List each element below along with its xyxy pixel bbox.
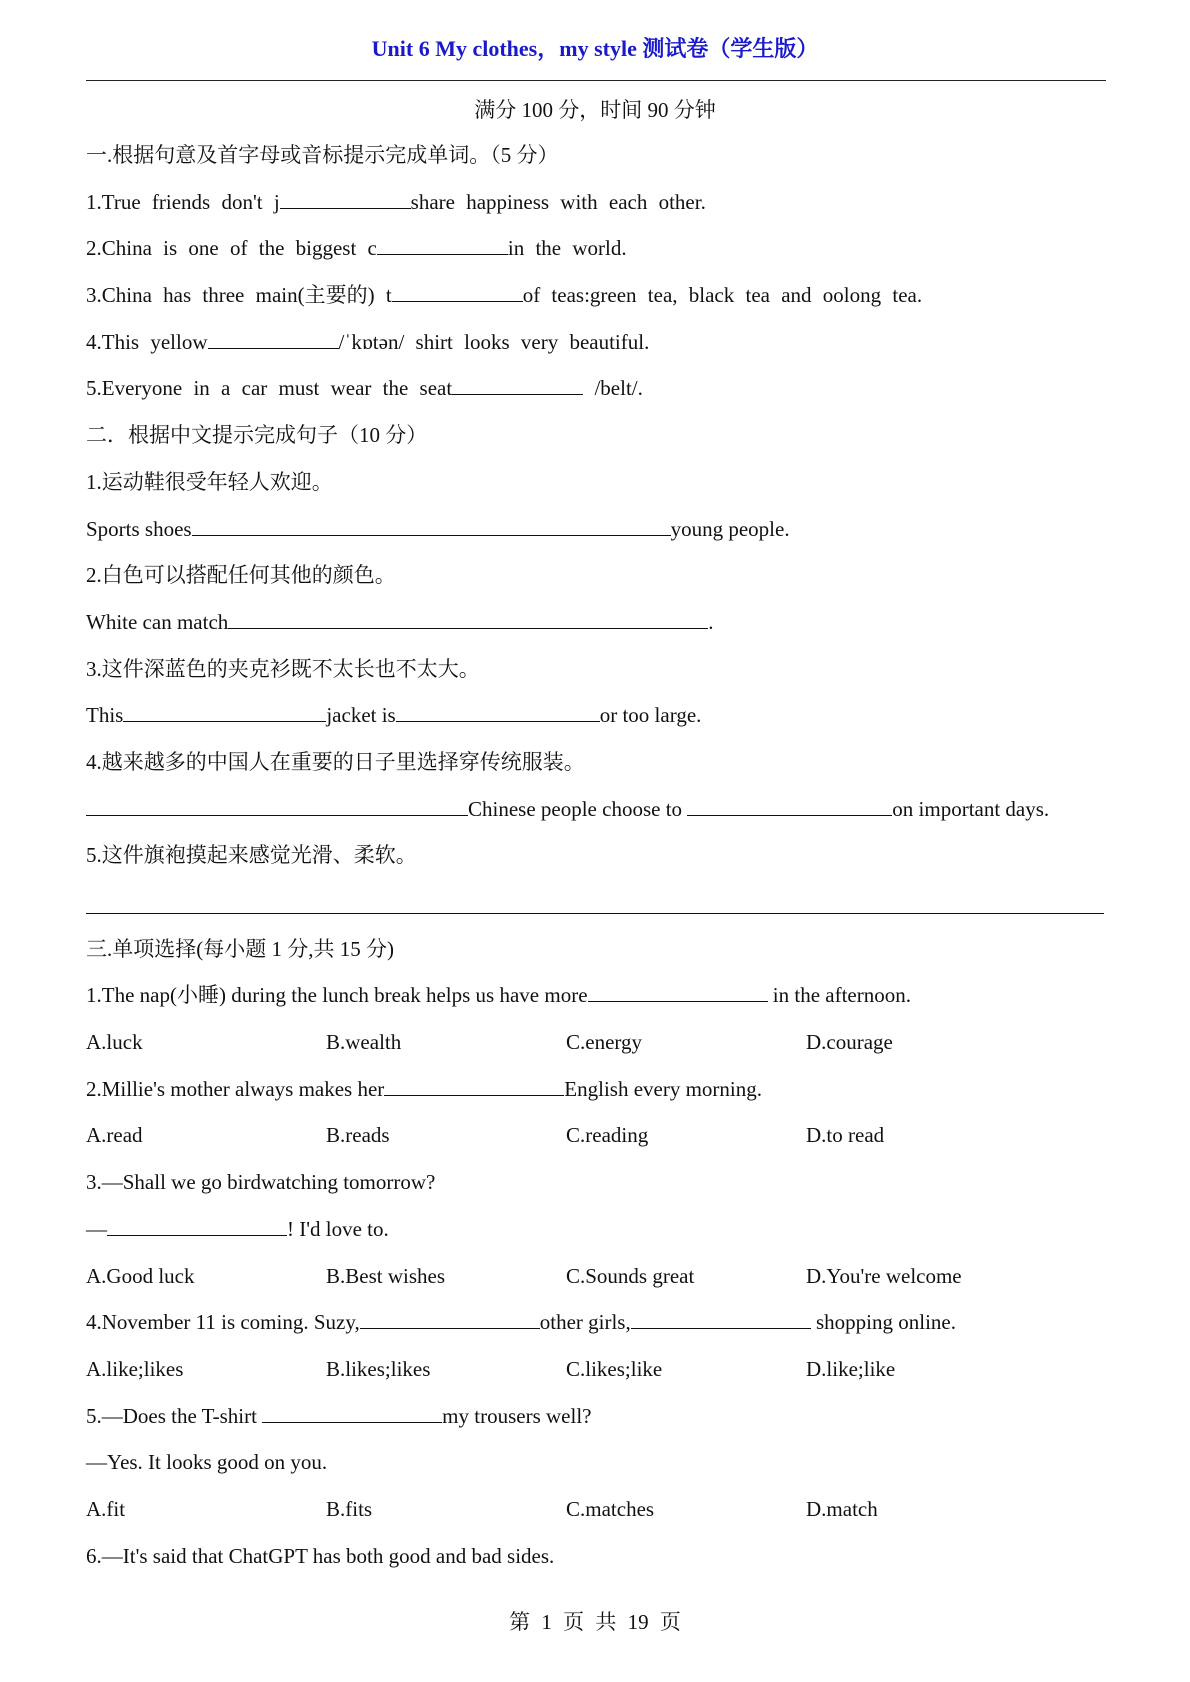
page-number: 第 1 页 共 19 页	[509, 1610, 681, 1634]
option-b[interactable]: B.wealth	[326, 1030, 402, 1055]
option-a[interactable]: A.read	[86, 1123, 143, 1148]
s2-question-3-chinese: 3.这件深蓝色的夹克衫既不太长也不太大。	[86, 656, 480, 681]
option-d[interactable]: D.You're welcome	[806, 1263, 962, 1288]
answer-blank[interactable]	[631, 1308, 811, 1329]
option-b[interactable]: B.likes;likes	[326, 1356, 431, 1381]
s3-question-1-options	[86, 1019, 1106, 1066]
option-c[interactable]: C.reading	[566, 1123, 649, 1148]
answer-blank[interactable]	[392, 281, 523, 302]
option-b[interactable]: B.fits	[326, 1496, 373, 1521]
answer-blank[interactable]	[86, 795, 468, 816]
document-title: Unit 6 My clothes，my style 测试卷（学生版）	[371, 36, 819, 61]
s1-question-5: 5.Everyone in a car must wear the seat /belt/.	[86, 376, 643, 401]
document-body	[86, 132, 1106, 1579]
option-c[interactable]: C.likes;like	[566, 1356, 663, 1381]
s1-question-4: 4.This yellow /ˈkɒtən/ shirt looks very beautiful.	[86, 329, 650, 354]
option-a[interactable]: A.like;likes	[86, 1356, 184, 1381]
s3-question-2-options	[86, 1112, 1106, 1159]
s2-question-1: Sports shoes young people.	[86, 516, 790, 541]
answer-blank[interactable]	[228, 608, 708, 629]
answer-blank[interactable]	[377, 234, 508, 255]
s3-question-5: 5.—Does the T-shirt my trousers well?	[86, 1403, 592, 1428]
answer-blank[interactable]	[123, 701, 326, 722]
option-a[interactable]: A.Good luck	[86, 1263, 195, 1288]
option-d[interactable]: D.to read	[806, 1123, 885, 1148]
answer-blank[interactable]	[452, 374, 583, 395]
s2-question-2: White can match .	[86, 609, 714, 634]
answer-blank[interactable]	[384, 1075, 564, 1096]
s3-question-5-options	[86, 1486, 1106, 1533]
s1-question-1: 1.True friends don't j share happiness with each other.	[86, 189, 706, 214]
s3-question-2: 2.Millie's mother always makes her English every morning.	[86, 1076, 763, 1101]
answer-blank[interactable]	[192, 515, 671, 536]
answer-blank[interactable]	[107, 1215, 287, 1236]
s2-question-4-chinese: 4.越来越多的中国人在重要的日子里选择穿传统服装。	[86, 749, 585, 774]
s3-question-4: 4.November 11 is coming. Suzy, other girls, shopping online.	[86, 1310, 956, 1335]
score-time-info: 满分 100 分，时间 90 分钟	[474, 98, 716, 122]
section-2-heading: 二．根据中文提示完成句子（10 分）	[86, 423, 428, 448]
s2-question-3: This jacket is or too large.	[86, 703, 702, 728]
s3-question-1: 1.The nap(小睡) during the lunch break helps us have more in the afternoon.	[86, 983, 911, 1008]
answer-blank[interactable]	[208, 328, 339, 349]
option-b[interactable]: B.reads	[326, 1123, 390, 1148]
s3-question-6: 6.—It's said that ChatGPT has both good and bad sides.	[86, 1543, 555, 1568]
s1-question-3: 3.China has three main(主要的) t of teas:green tea, black tea and oolong tea.	[86, 283, 923, 308]
s2-question-2-chinese: 2.白色可以搭配任何其他的颜色。	[86, 563, 396, 588]
answer-blank[interactable]	[280, 188, 411, 209]
option-b[interactable]: B.Best wishes	[326, 1263, 446, 1288]
option-c[interactable]: C.energy	[566, 1030, 643, 1055]
s3-question-5-reply: —Yes. It looks good on you.	[86, 1450, 328, 1475]
answer-blank[interactable]	[262, 1402, 442, 1423]
s2-question-4: Chinese people choose to on important days.	[86, 786, 1106, 833]
option-d[interactable]: D.match	[806, 1496, 878, 1521]
answer-blank[interactable]	[588, 981, 768, 1002]
option-c[interactable]: C.Sounds great	[566, 1263, 695, 1288]
answer-blank[interactable]	[396, 701, 600, 722]
option-a[interactable]: A.fit	[86, 1496, 126, 1521]
option-d[interactable]: D.courage	[806, 1030, 893, 1055]
s3-question-3-reply: — ! I'd love to.	[86, 1216, 389, 1241]
header-rule	[86, 80, 1106, 81]
s2-question-1-chinese: 1.运动鞋很受年轻人欢迎。	[86, 469, 333, 494]
s3-question-3-options	[86, 1253, 1106, 1300]
option-a[interactable]: A.luck	[86, 1030, 143, 1055]
s2-question-5-chinese: 5.这件旗袍摸起来感觉光滑、柔软。	[86, 843, 417, 868]
section-3-heading: 三.单项选择(每小题 1 分,共 15 分)	[86, 936, 394, 961]
option-c[interactable]: C.matches	[566, 1496, 655, 1521]
s1-question-2: 2.China is one of the biggest c in the world.	[86, 236, 627, 261]
option-d[interactable]: D.like;like	[806, 1356, 896, 1381]
s2-question-5-answer-line	[86, 879, 1106, 926]
section-1-heading: 一.根据句意及首字母或音标提示完成单词。（5 分）	[86, 143, 559, 167]
answer-blank[interactable]	[687, 795, 892, 816]
s3-question-4-options	[86, 1346, 1106, 1393]
answer-blank[interactable]	[360, 1308, 540, 1329]
s3-question-3: 3.—Shall we go birdwatching tomorrow?	[86, 1170, 436, 1195]
answer-blank[interactable]	[86, 879, 1104, 914]
